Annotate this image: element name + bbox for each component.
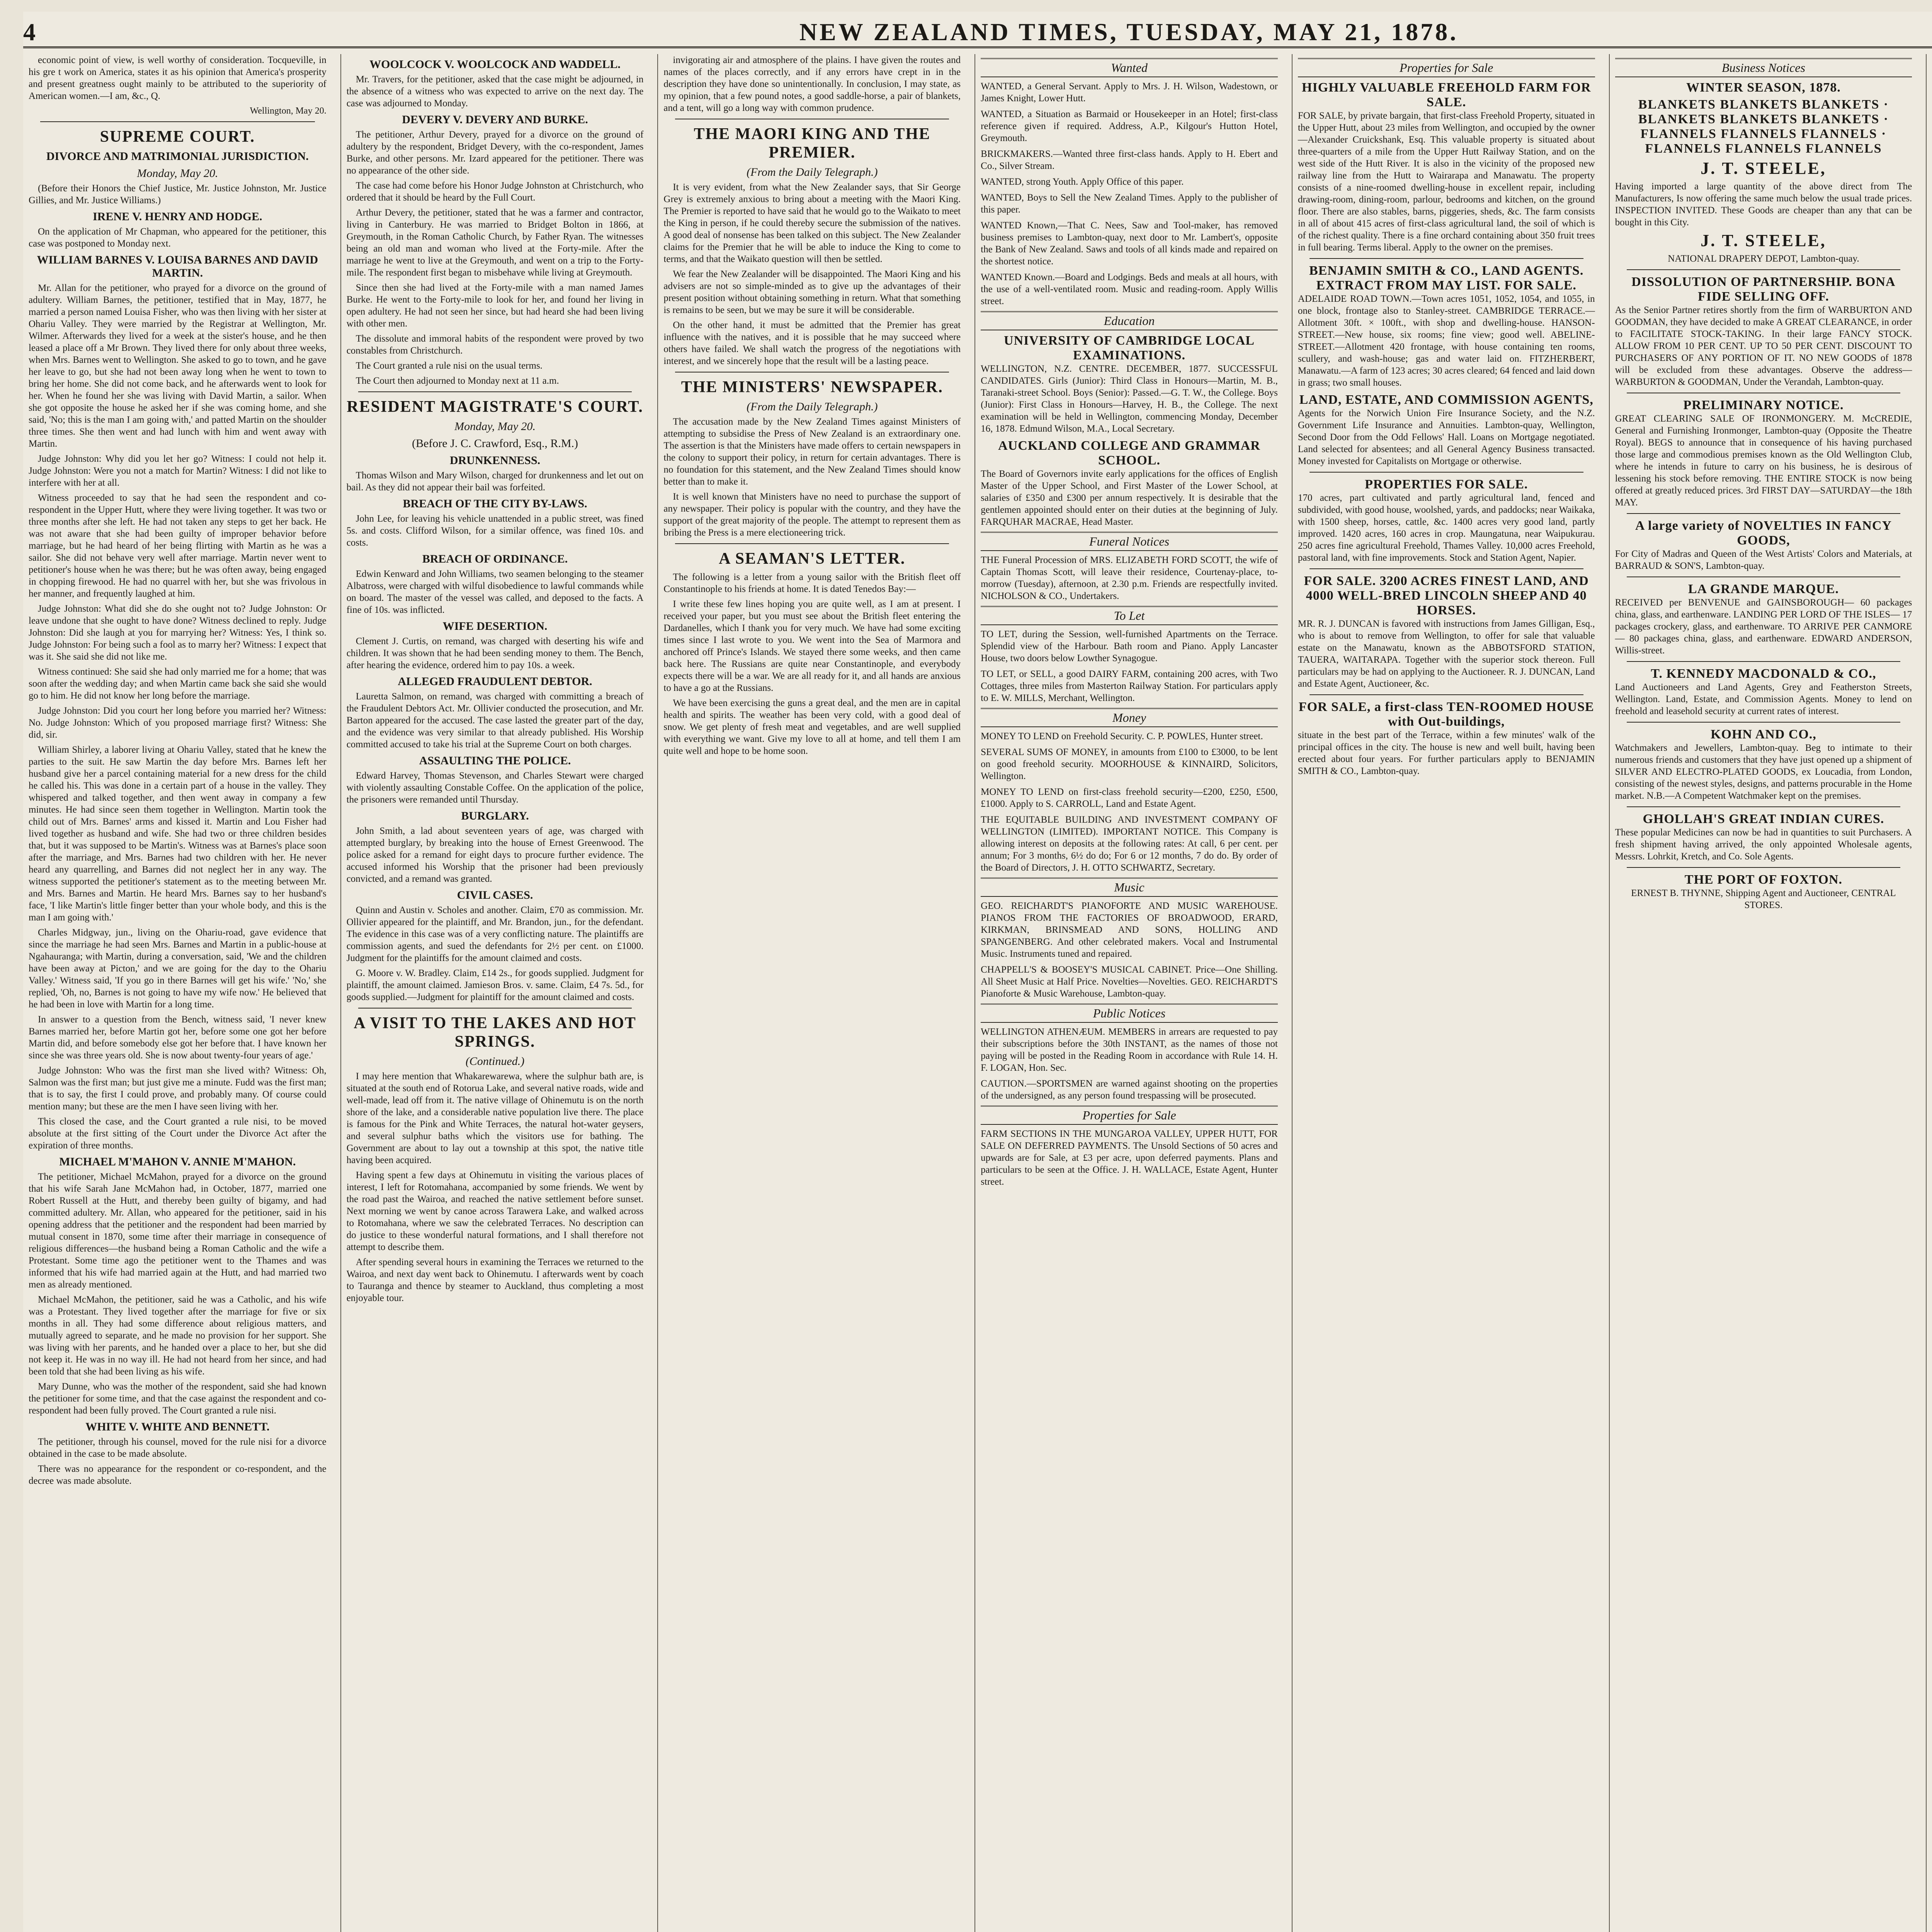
- article-text: Edwin Kenward and John Williams, two seamen belonging to the steamer Albatross, were charged with wilful disobedience to lawful commands while on board. The master of the vessel was called, and deposed to the facts. A fine of 10s. was inflicted.: [346, 569, 644, 615]
- article-text: The Court then adjourned to Monday next at 11 a.m.: [355, 376, 559, 386]
- ad-body: CAUTION.—SPORTSMEN are warned against shooting on the properties of the undersigned, as any person found trespassing will be prosecuted.: [981, 1078, 1278, 1101]
- article-date: Monday, May 20.: [137, 167, 218, 180]
- case-title: BURGLARY.: [461, 810, 529, 822]
- article-text: It is well known that Ministers have no need to purchase the support of any newspaper. Their policy is popular with the country, and they have the support of the great majority of the people. The attempt to represent them as bribing the Press is a mere electioneering trick.: [663, 492, 961, 538]
- ad-body: BRICKMAKERS.—Wanted three first-class hands. Apply to H. Ebert and Co., Silver Stream.: [981, 149, 1278, 171]
- classified-ad: [1615, 667, 1912, 717]
- case-title: BREACH OF ORDINANCE.: [422, 553, 568, 565]
- ad-body: Having imported a large quantity of the above direct from The Manufacturers, Is now offering the same much below the usual trade prices. INSPECTION INVITED. These Goods are cheaper than any that can be bought in this City.: [1615, 181, 1912, 228]
- case-title: BREACH OF THE CITY BY-LAWS.: [403, 497, 587, 510]
- article-text: Mr. Travers, for the petitioner, asked that the case might be adjourned, in the absence of a witness who was expected to arrive on the next day. The case was adjourned to Monday.: [346, 74, 644, 109]
- classified-ad: [981, 746, 1278, 782]
- classified-ad: [981, 1026, 1278, 1074]
- case-title: IRENE V. HENRY AND HODGE.: [93, 210, 262, 223]
- classified-ad: [981, 1078, 1278, 1102]
- newspaper-page: [23, 12, 1932, 1932]
- classified-ad: [981, 192, 1278, 216]
- classified-ad: [1615, 872, 1912, 911]
- ad-body: situate in the best part of the Terrace, within a few minutes' walk of the principal offices in the city. The house is new and well built, having been erected about four years. For further particulars apply to BENJAMIN SMITH & CO., Lambton-quay.: [1298, 730, 1595, 776]
- classified-ad: [981, 176, 1278, 188]
- ad-title: A large variety of NOVELTIES IN FANCY GOODS,: [1635, 519, 1892, 548]
- classified-ad: [981, 554, 1278, 602]
- section-heading: Education: [981, 311, 1278, 330]
- section-heading: Wanted: [981, 58, 1278, 77]
- article-text: It is very evident, from what the New Zealander says, that Sir George Grey is extremely anxious to bring about a meeting with the Maori King. The Premier is reported to have said that he would go to the Waikato to meet the King in person, if he could thereby secure the submission of the natives. A good deal of nonsense has been talked on this subject. The New Zealander claims for the Premier that he will be able to induce the King to come to terms, and that the Waikato question will then be settled.: [663, 182, 961, 264]
- columns: [23, 54, 1932, 1932]
- article-text: The accusation made by the New Zealand Times against Ministers of attempting to subsidise the Press of New Zealand is an extraordinary one. The assertion is that the Ministers have made offers to certain newspapers in the colony to support their policy, in return for certain advantages. There is no foundation for this statement, and the New Zealand Times should know better than to make it.: [663, 417, 961, 487]
- article-text: Mary Dunne, who was the mother of the respondent, said she had known the petitioner for some time, and that the case against the respondent and co-respondent had been fully proved. The Court granted a rule nisi.: [29, 1381, 327, 1416]
- article-text: In answer to a question from the Bench, witness said, 'I never knew Barnes married her, before Martin got her, before some one got her before Martin did, and before somebody else got her before that. I have known her since she was three years old. She is now about twenty-four years of age.': [29, 1014, 327, 1061]
- ad-body: 170 acres, part cultivated and partly agricultural land, fenced and subdivided, with good house, woolshed, yards, and paddocks; near Waikaka, with 1500 sheep, horses, cattle, &c. 1400 acres very good land, partly improved. 1420 acres, 160 acres in crop. Maungatuna, near Waipukurau. 250 acres fine agricultural Freehold, Thames Valley. 10,000 acres Freehold, pastoral land, with fine improvements. Stock and Station Agent, Napier.: [1298, 493, 1595, 563]
- ad-title: AUCKLAND COLLEGE AND GRAMMAR SCHOOL.: [998, 439, 1260, 468]
- classified-ad: [981, 964, 1278, 1000]
- section-heading: Music: [981, 878, 1278, 897]
- ad-body: TO LET, during the Session, well-furnished Apartments on the Terrace. Splendid view of the Harbour. Bath room and Piano. Apply Lancaster House, two doors below Lowther Synagogue.: [981, 629, 1278, 663]
- classified-ad: [981, 668, 1278, 704]
- column-2: [340, 54, 649, 1932]
- article-text: We fear the New Zealander will be disappointed. The Maori King and his advisers are not so simple-minded as to give up the advantages of their present position without obtaining something in return. What that something is remains to be seen, but we may be sure it will be considerable.: [663, 269, 961, 315]
- article-text: Charles Midgway, jun., living on the Ohariu-road, gave evidence that since the marriage he had seen Mrs. Barnes and Martin in a public-house at Ngahauranga; with Martin, during a conversation, said, 'We and the children have been away at Picton,' and we are going for the day to the Ohariu Valley.' Witness said, 'If you go in there Barnes will get his wife.' 'No,' she replied, 'Oh, no, Barnes is not going to have my wife now.' He believed that he had been in love with Martin for a long time.: [29, 927, 327, 1010]
- article-text: The petitioner, through his counsel, moved for the rule nisi for a divorce obtained in the case to be made absolute.: [29, 1437, 327, 1459]
- ad-body: NATIONAL DRAPERY DEPOT, Lambton-quay.: [1668, 253, 1859, 264]
- ad-display-rows: BLANKETS BLANKETS BLANKETS · BLANKETS BLANKETS BLANKETS · FLANNELS FLANNELS FLANNELS · FLANNELS FLANNELS FLANNELS: [1638, 97, 1889, 156]
- article-text: Judge Johnston: Did you court her long before you married her? Witness: No. Judge Johnston: Which of you proposed marriage first? Witness: She did, sir.: [29, 706, 327, 740]
- article-text: invigorating air and atmosphere of the plains. I have given the routes and names of the places correctly, and if any errors have crept in in the description they have done so unintentionally. In conclusion, I may state, as my opinion, that a few pound notes, a good saddle-horse, a pair of blankets, and a tent, will go a long way with common prudence.: [663, 55, 961, 113]
- classified-ad: [981, 900, 1278, 960]
- article-text: William Shirley, a laborer living at Ohariu Valley, stated that he knew the parties to the suit. He saw Martin the day before Mrs. Barnes left her husband give her a parcel containing material for a new dress for the child he called his. This was done in a certain part of a house in the valley. They whispered and talked together, and then went away in company a few minutes. He had since seen them together in Wellington. Martin took the child out of Mrs. Barnes' arms and kissed it. Martin and Lou Fisher had lived together as husband and wife. She had two or three children besides that, but it was supposed to be Martin's. Witness was at Barnes's place soon after the marriage, and Mrs. Barnes had two children with her. He never heard any quarrelling, and Barnes did not neglect her in any way. The witness supported the petitioner's statement as to the meeting between Mr. and Mrs. Barnes and Martin. He heard Mrs. Barnes say to her husband's face, 'I like Martin's little finger better than your whole body, and this is the man I am going with.': [29, 745, 327, 923]
- classified-ad: [981, 1128, 1278, 1188]
- masthead-title: NEW ZEALAND TIMES, TUESDAY, MAY 21, 1878.: [799, 18, 1459, 46]
- ad-body: CHAPPELL'S & BOOSEY'S MUSICAL CABINET. Price—One Shilling. All Sheet Music at Half Price. Novelties—Novelties. GEO. REICHARDT'S Pianoforte & Music Warehouse, Lambton-quay.: [981, 964, 1278, 999]
- ad-body: MR. R. J. DUNCAN is favored with instructions from James Gilligan, Esq., who is about to remove from Wellington, to offer for sale that valuable estate on the Manawatu, known as the ABBOTSFORD STATION, TAUERA, WAITARAPA. Together with the superior stock thereon. Full particulars may be had on applying to the Auctioneer. R. J. DUNCAN, Land and Estate Agent, Auctioneer, &c.: [1298, 619, 1595, 689]
- section-heading: Properties for Sale: [981, 1105, 1278, 1125]
- ad-title: LA GRANDE MARQUE.: [1688, 582, 1839, 596]
- case-title: ALLEGED FRAUDULENT DEBTOR.: [398, 675, 592, 688]
- case-title: ASSAULTING THE POLICE.: [419, 754, 571, 767]
- case-title: WIFE DESERTION.: [442, 620, 548, 633]
- case-title: MICHAEL M'MAHON V. ANNIE M'MAHON.: [59, 1155, 296, 1168]
- column-7: [1926, 54, 1932, 1932]
- ad-title: UNIVERSITY OF CAMBRIDGE LOCAL EXAMINATIONS.: [1004, 333, 1255, 362]
- classified-ad: [1615, 582, 1912, 656]
- ad-body: MONEY TO LEND on Freehold Security. C. P. POWLES, Hunter street.: [981, 731, 1263, 742]
- ad-merchant: J. T. STEELE,: [1701, 231, 1827, 250]
- article-text: John Lee, for leaving his vehicle unattended in a public street, was fined 5s. and costs. Clifford Wilson, for a similar offence, was fined 10s. and costs.: [346, 514, 644, 548]
- ad-body: TO LET, or SELL, a good DAIRY FARM, containing 200 acres, with Two Cottages, three miles from Masterton Railway Station. For particulars apply to E. W. MILLS, Merchant, Wellington.: [981, 669, 1278, 703]
- article-text: The petitioner, Arthur Devery, prayed for a divorce on the ground of adultery by the respondent, Bridget Devery, with the co-respondent, James Burke, and other persons. Mr. Izard appeared for the petitioner. There was no appearance of the other side.: [346, 129, 644, 176]
- ad-title: LAND, ESTATE, AND COMMISSION AGENTS,: [1299, 393, 1594, 407]
- ad-body: ERNEST B. THYNNE, Shipping Agent and Auctioneer, CENTRAL STORES.: [1631, 888, 1896, 910]
- classified-ad: [1298, 574, 1595, 690]
- article-text: On the application of Mr Chapman, who appeared for the petitioner, this case was postponed to Monday next.: [29, 226, 327, 249]
- ad-title: THE PORT OF FOXTON.: [1684, 872, 1843, 887]
- article-text: Witness continued: She said she had only married me for a home; that was soon after the wedding day; and when Martin came back she said she would go to him. He did not know her long before the marriage.: [29, 667, 327, 701]
- section-heading: Money: [981, 708, 1278, 727]
- ad-body: ADELAIDE ROAD TOWN.—Town acres 1051, 1052, 1054, and 1055, in one block, frontage also to Stanley-street. CAMBRIDGE TERRACE.—Allotment 30ft. × 100ft., with shop and dwelling-house. HANSON-STREET.—New house, six rooms; fine view; good well. ABELINE-STREET.—Allotment 420 frontage, with house containing ten rooms, scullery, and wash-house; gas and water laid on. FITZHERBERT, Manawatu.—A farm of 123 acres; 30 acres cleared; 64 fenced and laid down in grass; two small houses.: [1298, 294, 1595, 388]
- classified-ad: [1298, 477, 1595, 564]
- article-heading: A VISIT TO THE LAKES AND HOT SPRINGS.: [354, 1014, 636, 1051]
- section-heading: Public Notices: [981, 1003, 1278, 1023]
- ad-title: T. KENNEDY MACDONALD & CO.,: [1651, 667, 1876, 681]
- ad-body: These popular Medicines can now be had in quantities to suit Purchasers. A fresh shipment having arrived, the only appointed Wholesale agents, Messrs. Lohrkit, Kretch, and Co. Sole Agents.: [1615, 827, 1912, 862]
- classified-ad: [1615, 80, 1912, 265]
- case-title: WOOLCOCK V. WOOLCOCK AND WADDELL.: [369, 58, 621, 71]
- article-text: We have been exercising the guns a great deal, and the men are in capital health and spirits. The weather has been very cold, with a good deal of snow. We get plenty of fresh meat and vegetables, and are well supplied with everything we want. Give my love to all at home, and tell them I am quite well and hope to be home soon.: [663, 698, 961, 756]
- article-source: (From the Daily Telegraph.): [747, 166, 878, 179]
- article-source: (From the Daily Telegraph.): [747, 400, 878, 413]
- article-heading: THE MINISTERS' NEWSPAPER.: [681, 378, 943, 396]
- ad-body: Agents for the Norwich Union Fire Insurance Society, and the N.Z. Government Life Insurance and Annuities. Lambton-quay, Wellington, Second Door from the Odd Fellows' Hall. Loans on Mortgage negotiated. Land selected for absentees; and all General Agency Business transacted. Money invested for Capitalists on Mortgage or otherwise.: [1298, 408, 1595, 466]
- article-text: Judge Johnston: Who was the first man she lived with? Witness: Oh, Salmon was the first man; but just give me a minute. Fudd was the first man; that is to say, the first I could prove, and probably many. Of course could mention many; but these are the men I have seen living with her.: [29, 1065, 327, 1112]
- article-text: Judge Johnston: What did she do she ought not to? Judge Johnston: Or leave undone that she ought to have done? Witness declined to reply. Judge Johnston: Did she laugh at you for marrying her? Witness: Yes, I think so. Judge Johnston: For being such a fool as to marry her? Witness: I expect that was it. She said she did not like me.: [29, 604, 327, 662]
- article-text: Witness proceeded to say that he had seen the respondent and co-respondent in the Upper Hutt, where they were living together. It was two or three months after she left. He had not taken any steps to get her back. He was not aware that she had been guilty of improper behavior before marriage, but he had heard of her being flirting with Martin as he was a sailor. She did not behave very well after marriage. Martin never went to petitioner's house when he was there; but he was often away, being engaged in chopping firewood. He had no quarrel with her, but she was frivolous in her manner, and frequently laughed at him.: [29, 493, 327, 599]
- ad-body: RECEIVED per BENVENUE and GAINSBOROUGH— 60 packages china, glass, and earthenware. LANDING PER LORD OF THE ISLES— 17 packages crockery, glass, and earthenware. TO ARRIVE PER CANMORE— 80 packages china, glass, and earthenware. EDWARD ANDERSON, Willis-street.: [1615, 597, 1912, 656]
- ad-body: WELLINGTON ATHENÆUM. MEMBERS in arrears are requested to pay their subscriptions before the 30th INSTANT, as the names of those not paying will be posted in the Reading Room in accordance with Rule 14. H. F. LOGAN, Hon. Sec.: [981, 1027, 1278, 1073]
- ad-body: WANTED, a Situation as Barmaid or Housekeeper in an Hotel; first-class reference given if required. Address, A.P., Kilgour's Hutton Hotel, Greymouth.: [981, 109, 1278, 143]
- classified-ad: [981, 271, 1278, 307]
- case-title: CIVIL CASES.: [457, 889, 533, 901]
- ad-body: GREAT CLEARING SALE OF IRONMONGERY. M. McCREDIE, General and Furnishing Ironmonger, Lambton-quay (Opposite the Theatre Royal). BEGS to announce that in consequence of his having purchased those large and commodious premises known as the Old Wellington Club, where he intends in future to carry on his business, he is desirous of lessening his stock before removing. THE ENTIRE STOCK is now being offered at greatly reduced prices. 3rd FIRST DAY—SATURDAY—the 18th MAY.: [1615, 413, 1912, 508]
- article-text: Quinn and Austin v. Scholes and another. Claim, £70 as commission. Mr. Ollivier appeared for the plaintiff, and Mr. Brandon, jun., for the defendant. The evidence in this case was of a very conflicting nature. The plaintiffs are commission agents, and sued the defendants for 2½ per cent. on £1000. Judgment for the plaintiffs for the amount claimed and costs.: [346, 905, 644, 963]
- article-text: The case had come before his Honor Judge Johnston at Christchurch, who ordered that it should be heard by the Full Court.: [346, 180, 644, 203]
- ad-title: KOHN AND CO.,: [1711, 727, 1816, 742]
- ad-body: MONEY TO LEND on first-class freehold security—£200, £250, £500, £1000. Apply to S. CARROLL, Land and Estate Agent.: [981, 787, 1278, 809]
- classified-ad: [981, 786, 1278, 810]
- article-date: Monday, May 20.: [454, 420, 536, 433]
- article-text: The Court granted a rule nisi on the usual terms.: [355, 361, 543, 371]
- article-heading: SUPREME COURT.: [100, 128, 255, 146]
- column-6: [1609, 54, 1918, 1932]
- classified-ad: [1298, 393, 1595, 467]
- classified-ad: [981, 219, 1278, 267]
- article-text: I write these few lines hoping you are quite well, as I am at present. I received your paper, but you must see about the British fleet entering the Dardanelles, which I thank you for very much. We have had some exciting times since I last wrote to you. We went into the Sea of Marmora and anchored off Prince's Islands. We stayed there some weeks, and then came back here. The Russians are quite near Constantinople, and everybody expects there will be a war. We are all ready for it, and all hands are anxious to have a go at the Russians.: [663, 599, 961, 693]
- column-3: [657, 54, 966, 1932]
- article-text: The following is a letter from a young sailor with the British fleet off Constantinople to his friends at home. It is dated Tenedos Bay:—: [663, 572, 961, 594]
- column-1: [23, 54, 332, 1932]
- article-before: (Before J. C. Crawford, Esq., R.M.): [412, 437, 578, 450]
- ad-body: SEVERAL SUMS OF MONEY, in amounts from £100 to £3000, to be lent on good freehold security. MOORHOUSE & KINNAIRD, Solicitors, Wellington.: [981, 747, 1278, 781]
- ad-merchant: J. T. STEELE,: [1701, 159, 1827, 178]
- ad-body: GEO. REICHARDT'S PIANOFORTE AND MUSIC WAREHOUSE. PIANOS FROM THE FACTORIES OF BROADWOOD, ERARD, KIRKMAN, BRINSMEAD AND SONS, HOLLING AND SPANGENBERG. And other celebrated makers. Vocal and Instrumental Music. Instruments tuned and repaired.: [981, 901, 1278, 959]
- article-heading: THE MAORI KING AND THE PREMIER.: [694, 125, 931, 162]
- article-heading: RESIDENT MAGISTRATE'S COURT.: [347, 398, 643, 416]
- ad-title: DISSOLUTION OF PARTNERSHIP. BONA FIDE SELLING OFF.: [1631, 275, 1896, 304]
- classified-ad: [1615, 812, 1912, 862]
- case-title: DRUNKENNESS.: [449, 454, 541, 467]
- article-text: After spending several hours in examining the Terraces we returned to the Wairoa, and next day went back to Ohinemutu. I afterwards went by coach to Tauranga and thence by steamer to Auckland, thus completing a most enjoyable tour.: [346, 1257, 644, 1303]
- masthead: [23, 12, 1932, 48]
- classified-ad: [981, 80, 1278, 104]
- article-continued: (Continued.): [465, 1055, 525, 1068]
- article-text: There was no appearance for the respondent or co-respondent, and the decree was made absolute.: [29, 1464, 327, 1486]
- article-text: (Before their Honors the Chief Justice, Mr. Justice Johnston, Mr. Justice Gillies, and Mr. Justice Williams.): [29, 183, 327, 206]
- classified-ad: [981, 730, 1278, 742]
- classified-ad: [1615, 398, 1912, 509]
- dateline: Wellington, May 20.: [250, 106, 327, 116]
- classified-ad: [1615, 727, 1912, 802]
- ad-body: WANTED, Boys to Sell the New Zealand Times. Apply to the publisher of this paper.: [981, 192, 1278, 215]
- article-text: The dissolute and immoral habits of the respondent were proved by two constables from Christchurch.: [346, 333, 644, 356]
- classified-ad: [981, 814, 1278, 874]
- ad-body: The Board of Governors invite early applications for the offices of English Master of the Upper School, and First Master of the Lower School, at salaries of £350 and £300 per annum respectively. It is desirable that the gentlemen appointed should enter on their duties at the beginning of July. FARQUHAR MACRAE, Head Master.: [981, 469, 1278, 527]
- article-text: economic point of view, is well worthy of consideration. Tocqueville, in his gre t work on America, states it as his opinion that America's prosperity and present greatness ought mainly to be attributed to the superiority of American women.—I am, &c., Q.: [29, 55, 327, 101]
- ad-body: WANTED, strong Youth. Apply Office of this paper.: [981, 177, 1184, 187]
- column-5: [1292, 54, 1600, 1932]
- article-text: Lauretta Salmon, on remand, was charged with committing a breach of the Fraudulent Debtors Act. Mr. Ollivier conducted the prosecution, and Mr. Barton appeared for the accused. The case lasted the greater part of the day, and the evidence was very similar to that already published. His Worship committed accused to take his trial at the Supreme Court on both charges.: [346, 691, 644, 750]
- ad-title: FOR SALE, a first-class TEN-ROOMED HOUSE with Out-buildings,: [1298, 700, 1594, 729]
- ad-body: WANTED, a General Servant. Apply to Mrs. J. H. Wilson, Wadestown, or James Knight, Lower Hutt.: [981, 81, 1278, 104]
- case-title: WHITE V. WHITE AND BENNETT.: [85, 1420, 270, 1433]
- ad-body: THE Funeral Procession of MRS. ELIZABETH FORD SCOTT, the wife of Captain Thomas Scott, will leave their residence, Courtenay-place, to-morrow (Tuesday), afternoon, at 2.30 p.m. Friends are respectfully invited. NICHOLSON & CO., Undertakers.: [981, 555, 1278, 601]
- article-text: Since then she had lived at the Forty-mile with a man named James Burke. He went to the Forty-mile to look for her, and found her living in open adultery. He had not seen her since, but had heard she had been living with other men.: [346, 282, 644, 329]
- ad-body: Watchmakers and Jewellers, Lambton-quay. Beg to intimate to their numerous friends and customers that they have just opened up a shipment of SILVER AND ELECTRO-PLATED GOODS, ex Loucadia, from London, consisting of the newest styles, designs, and patterns procurable in the Home market. N.B.—A Competent Watchmaker kept on the premises.: [1615, 743, 1912, 801]
- ad-title: BENJAMIN SMITH & CO., LAND AGENTS. EXTRACT FROM MAY LIST. FOR SALE.: [1309, 264, 1584, 293]
- article-heading: A SEAMAN'S LETTER.: [719, 550, 906, 568]
- section-heading: Properties for Sale: [1298, 58, 1595, 77]
- article-subheading: DIVORCE AND MATRIMONIAL JURISDICTION.: [46, 150, 309, 163]
- classified-ad: [981, 439, 1278, 528]
- article-text: Having spent a few days at Ohinemutu in visiting the various places of interest, I left for Rotomahana, accompanied by some friends. We went by the road past the Wairoa, and reached the native settlement before sunset. Next morning we went by canoe across Tarawera Lake, and walked across to Rotomahana, where we saw the celebrated Terraces. No description can do justice to these wonderful natural formations, and I shall therefore not attempt to describe them.: [346, 1170, 644, 1252]
- article-text: Clement J. Curtis, on remand, was charged with deserting his wife and children. It was shown that he had been sending money to them. The Bench, after hearing the evidence, ordered him to pay 10s. a week.: [346, 636, 644, 670]
- page-number: 4: [23, 18, 38, 46]
- ad-title: GHOLLAH'S GREAT INDIAN CURES.: [1643, 812, 1884, 826]
- article-text: I may here mention that Whakarewarewa, where the sulphur bath are, is situated at the south end of Rotorua Lake, and several native roads, wide and well-made, lead off from it. The native village of Ohinemutu is on the north shore of the lake, and a considerable native population live there. The place is famous for the Pink and White Terraces, the natural hot-water geysers, and several sulphur baths which the visitors use for bathing. The Government are about to lay out a township at this spot, the native title having been acquired.: [346, 1071, 644, 1165]
- article-text: Judge Johnston: Why did you let her go? Witness: I could not help it. Judge Johnston: Were you not a match for Martin? Witness: I did not like to interfere with her at all.: [29, 454, 327, 488]
- ad-body: THE EQUITABLE BUILDING AND INVESTMENT COMPANY OF WELLINGTON (LIMITED). IMPORTANT NOTICE. This Company is allowing interest on deposits at the following rates: At call, 6 per cent. per annum; For 3 months, 6½ do do; For 6 or 12 months, 7 do do. By order of the Board of Directors, J. H. OTTO SCHWARTZ, Secretary.: [981, 815, 1278, 873]
- article-text: Arthur Devery, the petitioner, stated that he was a farmer and contractor, living in Canterbury. He was married to Bridget Bolton in 1866, at Greymouth, in the Roman Catholic Church, by Father Ryan. The witnesses being an old man and woman who lived at the Forty-mile. After the marriage he went to live at the Greymouth, and went on a trip to the Forty-mile. The respondent first began to misbehave while living at Greymouth.: [346, 207, 644, 278]
- article-text: Edward Harvey, Thomas Stevenson, and Charles Stewart were charged with violently assaulting Constable Coffee. On the application of the police, the prisoners were remanded until Thursday.: [346, 770, 644, 805]
- classified-ad: [1298, 700, 1595, 777]
- ad-body: Land Auctioneers and Land Agents, Grey and Featherston Streets, Wellington. Land, Estate, and Commission Agents. Money to lend on freehold and leasehold security at current rates of interest.: [1615, 682, 1912, 716]
- article-text: This closed the case, and the Court granted a rule nisi, to be moved absolute at the first sitting of the Court under the Divorce Act after the expiration of three months.: [29, 1116, 327, 1151]
- ad-body: WANTED Known.—Board and Lodgings. Beds and meals at all hours, with the use of a well-ventilated room. Music and reading-room. Apply Willis street.: [981, 272, 1278, 306]
- ad-title: PROPERTIES FOR SALE.: [1365, 477, 1528, 492]
- ad-body: WANTED Known,—That C. Nees, Saw and Tool-maker, has removed business premises to Lambton-quay, next door to Mr. Lambert's, opposite the Bank of New Zealand. Saws and tools of all kinds made and repaired on the shortest notice.: [981, 220, 1278, 267]
- classified-ad: [1615, 519, 1912, 572]
- section-heading: Business Notices: [1615, 58, 1912, 77]
- article-text: Michael McMahon, the petitioner, said he was a Catholic, and his wife was a Protestant. They lived together after the marriage for five or six months in all. They had some difference about religious matters, and mutually agreed to separate, and he made no provision for her support. She was living with her parents, and he handed over a place to her, but she did not keep it. He was in no way ill. He had not heard from her since, and had been told that she had been living as his wife.: [29, 1294, 327, 1377]
- article-text: G. Moore v. W. Bradley. Claim, £14 2s., for goods supplied. Judgment for plaintiff, the amount claimed. Jamieson Bros. v. same. Claim, £4 7s. 5d., for goods supplied.—Judgment for plaintiff for the amount claimed and costs.: [346, 968, 644, 1002]
- ad-body: WELLINGTON, N.Z. CENTRE. DECEMBER, 1877. SUCCESSFUL CANDIDATES. Girls (Junior): Third Class in Honours—Martin, M. B., Taranaki-street School. Boys (Senior): Passed.—G. T. W., the College. Boys (Junior): First Class in Honours—Harvey, H. B., the College. The next examination will be held in Wellington, commencing Monday, December 16, 1878. Edmund Wilson, M.A., Local Secretary.: [981, 364, 1278, 434]
- article-text: Mr. Allan for the petitioner, who prayed for a divorce on the ground of adultery. William Barnes, the petitioner, testified that in May, 1877, he married a person named Louisa Fisher, who was then living with her sister at Ohariu Valley. They were married by the Registrar at Wellington, Mr. Wilmer. Afterwards they lived for a week at the sister's house, and he then leased a place off a Mr Brown. They lived there for only about three weeks, when Mrs. Barnes went to Wellington. She asked to go to town, and he gave her leave to go, but she had not been away long when he went to town to bring her home. She did not come back, and he afterwards went to look for her. When he found her she was living with David Martin, a sailor. When she got opposite the house he asked her if she was coming home, and she said, 'No; this is the man I am going with,' and patted Martin on the shoulder three times. She then went and had lunch with him and went away with Martin.: [29, 283, 327, 449]
- ad-title: WINTER SEASON, 1878.: [1686, 80, 1841, 95]
- article-text: The petitioner, Michael McMahon, prayed for a divorce on the ground that his wife Sarah Jane McMahon had, in October, 1877, married one Robert Russell at the Hutt, and thereby been guilty of bigamy, and had committed adultery. Mr. Allan, who appeared for the petitioner, said in his opening address that the petitioner and the respondent had been married by mutual consent in 1870, some time after their marriage in consequence of religious differences—the husband being a Roman Catholic and the wife a Protestant. Some time ago the petitioner went to the Thames and was informed that his wife had married again at the Hutt, and had married two men as already mentioned.: [29, 1172, 327, 1290]
- ad-body: For City of Madras and Queen of the West Artists' Colors and Materials, at BARRAUD & SON'S, Lambton-quay.: [1615, 549, 1912, 571]
- section-heading: Funeral Notices: [981, 532, 1278, 551]
- classified-ad: [1298, 264, 1595, 389]
- ad-title: PRELIMINARY NOTICE.: [1683, 398, 1844, 412]
- ad-body: As the Senior Partner retires shortly from the firm of WARBURTON AND GOODMAN, they have decided to make A GREAT CLEARANCE, in order to FACILITATE STOCK-TAKING. In their large FANCY STOCK. ALLOW FROM 10 PER CENT. UP TO 50 PER CENT. DISCOUNT TO PURCHASERS OF ANY PORTION OF IT. NO NEW GOODS of 1878 will be excluded from these advantages. Observe the address—WARBURTON & GOODMAN, Under the Verandah, Lambton-quay.: [1615, 305, 1912, 387]
- column-4: [975, 54, 1283, 1932]
- case-title: WILLIAM BARNES V. LOUISA BARNES AND DAVID MARTIN.: [37, 253, 318, 279]
- classified-ad: [981, 628, 1278, 664]
- classified-ad: [981, 333, 1278, 435]
- article-text: On the other hand, it must be admitted that the Premier has great influence with the natives, and it is possible that he may succeed where others have failed. We shall watch the progress of the negotiations with interest, and we sincerely hope that the result will be a lasting peace.: [663, 320, 961, 366]
- classified-ad: [1298, 80, 1595, 253]
- ad-body: FARM SECTIONS IN THE MUNGAROA VALLEY, UPPER HUTT, FOR SALE ON DEFERRED PAYMENTS. The Unsold Sections of 50 acres and upwards are for Sale, at £3 per acre, upon deferred payments. Plans and particulars to be seen at the Office. J. H. WALLACE, Estate Agent, Hunter street.: [981, 1129, 1278, 1187]
- article-text: Thomas Wilson and Mary Wilson, charged for drunkenness and let out on bail. As they did not appear their bail was forfeited.: [346, 470, 644, 493]
- ad-title: FOR SALE. 3200 ACRES FINEST LAND, AND 4000 WELL-BRED LINCOLN SHEEP AND 40 HORSES.: [1304, 574, 1589, 617]
- case-title: DEVERY V. DEVERY AND BURKE.: [402, 113, 588, 126]
- section-heading: To Let: [981, 606, 1278, 625]
- ad-title: HIGHLY VALUABLE FREEHOLD FARM FOR SALE.: [1302, 80, 1591, 109]
- article-text: John Smith, a lad about seventeen years of age, was charged with attempted burglary, by breaking into the house of Ernest Greenwood. The police asked for a remand for eight days to procure further evidence. The accused informed his Worship that the prisoner had been previously convicted, and a remand was granted.: [346, 826, 644, 884]
- ad-body: FOR SALE, by private bargain, that first-class Freehold Property, situated in the Upper Hutt, about 23 miles from Wellington, and occupied by the owner—Alexander Cruickshank, Esq. This valuable property is situated about three-quarters of a mile from the Upper Hutt Railway Station, and on the west side of the Hutt River. It is also in the vicinity of the proposed new railway line from the Hutt to Wairarapa and Manawatu. The property consists of a nine-roomed dwelling-house in excellent repair, including drawing-room, dining-room, parlour, bedrooms and kitchen, on the ground floor. There are also stables, barns, piggeries, sheds, &c. The farm consists in all of about 415 acres of first-class agricultural land, the soil of which is of the richest quality. There is a fine orchard containing about 350 fruit trees in full bearing. Terms liberal. Apply to the owner on the premises.: [1298, 111, 1595, 253]
- classified-ad: [981, 108, 1278, 144]
- classified-ad: [981, 148, 1278, 172]
- classified-ad: [1615, 275, 1912, 388]
